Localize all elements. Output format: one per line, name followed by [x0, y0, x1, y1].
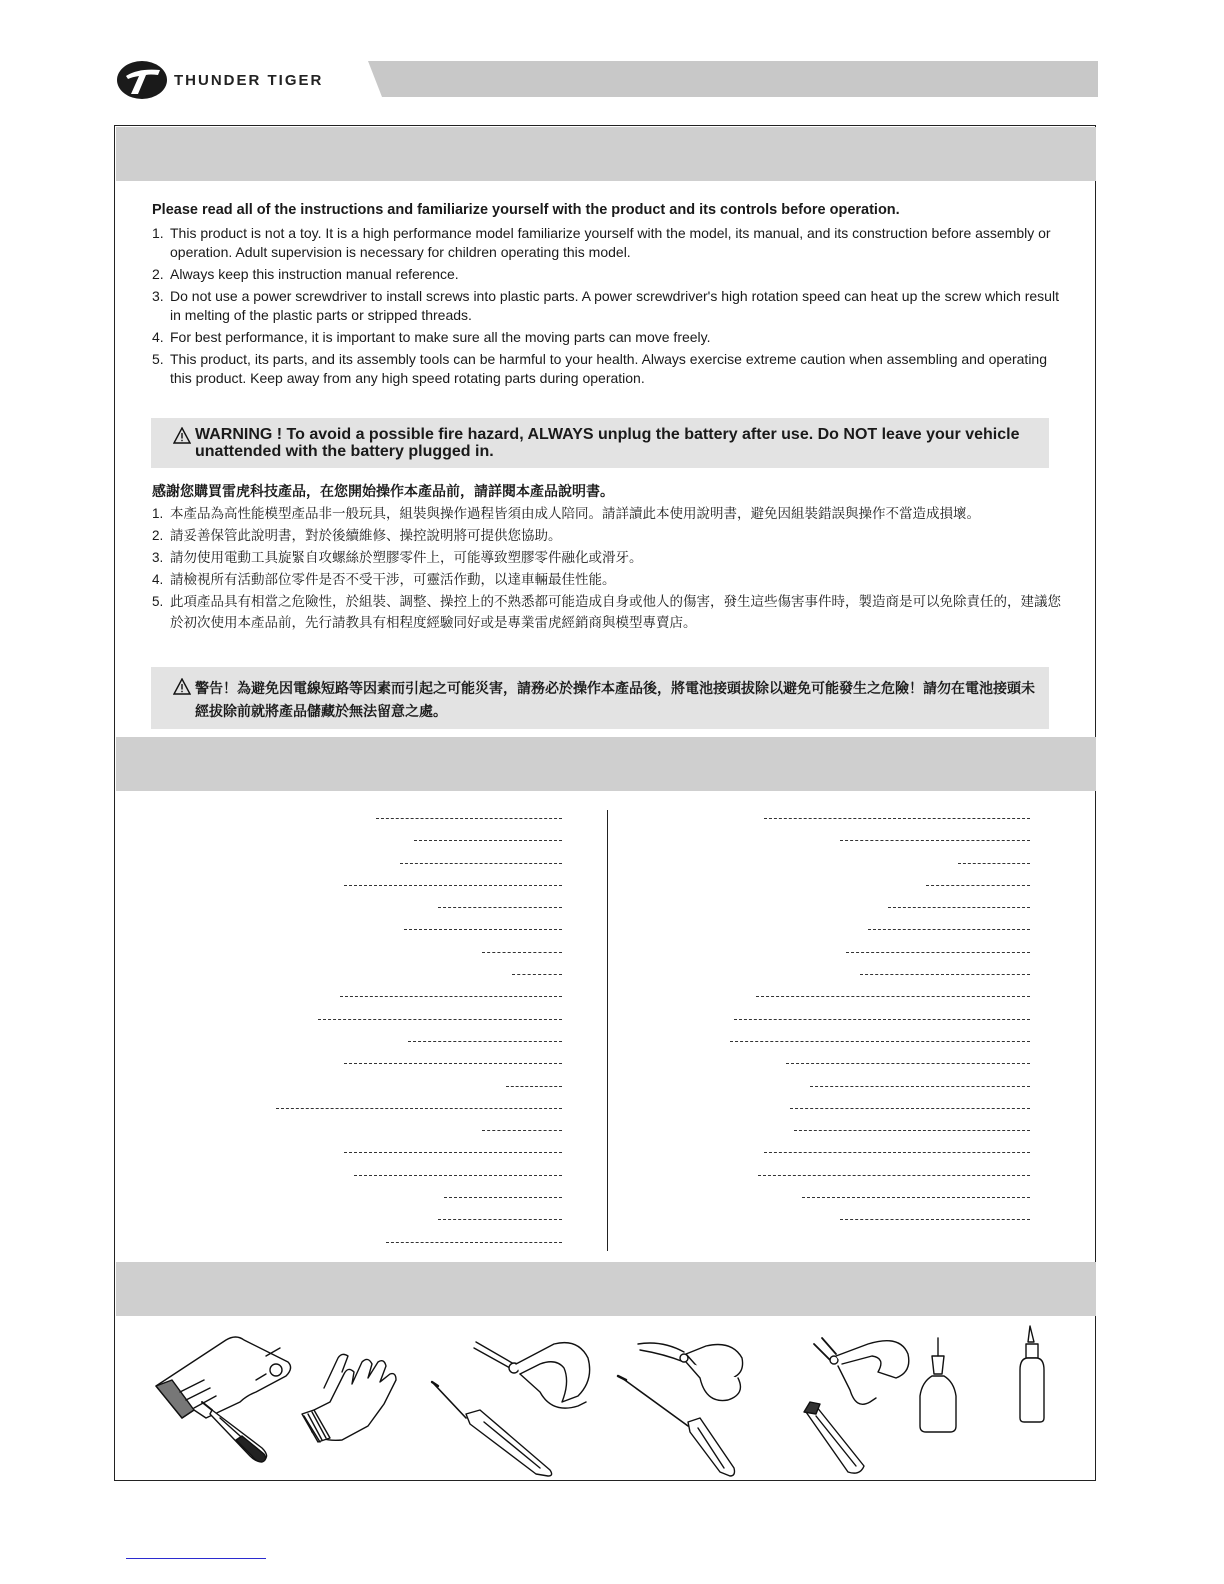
footer-rule	[126, 1558, 266, 1559]
list-item: 4. 請檢視所有活動部位零件是否不受干涉，可靈活作動，以達車輛最佳性能。	[152, 572, 616, 587]
section-header-bar	[116, 1262, 1096, 1316]
list-item: 5. This product, its parts, and its assembly tools can be harmful to your health. Always exercise extreme caution when assembling and operating this product. Keep away from any high speed rotating parts during operation.	[152, 351, 1048, 386]
contents-column-left	[150, 808, 562, 1254]
contents-row	[150, 897, 562, 919]
warning-box-zh	[151, 667, 1049, 729]
contents-row	[150, 1142, 562, 1164]
contents-row	[620, 1187, 1030, 1209]
contents-row	[150, 830, 562, 852]
oil-bottle-icon	[1020, 1326, 1044, 1422]
warning-triangle-icon	[173, 678, 191, 695]
contents-row	[150, 1053, 562, 1075]
brand-name: THUNDER TIGER	[174, 72, 324, 89]
section-header-bar	[116, 737, 1096, 791]
warning-text: WARNING ! To avoid a possible fire hazard, ALWAYS unplug the battery after use. Do NOT leave your vehicle unattended with the battery plugged in.	[195, 426, 1020, 460]
contents-row	[620, 1053, 1030, 1075]
contents-row	[620, 1165, 1030, 1187]
warning-text: 警告！為避免因電線短路等因素而引起之可能災害，請務必於操作本產品後，將電池接頭拔除以避免可能發生之危險！請勿在電池接頭未經拔除前就將產品儲藏於無法留意之處。	[195, 680, 1035, 719]
contents-column-right	[620, 808, 1030, 1232]
contents-row	[620, 830, 1030, 852]
contents-row	[150, 875, 562, 897]
contents-row	[150, 986, 562, 1008]
contents-row	[150, 1031, 562, 1053]
contents-row	[150, 1209, 562, 1231]
tools-illustration	[116, 1318, 1096, 1478]
curved-scissors-icon	[638, 1343, 743, 1401]
contents-row	[620, 1098, 1030, 1120]
contents-row	[620, 1120, 1030, 1142]
contents-row	[150, 964, 562, 986]
contents-row	[150, 1187, 562, 1209]
zh-instruction-list	[152, 503, 1067, 634]
contents-row	[150, 1232, 562, 1254]
grease-tube-icon	[804, 1402, 864, 1473]
list-item: 1. 本產品為高性能模型產品非一般玩具，組裝與操作過程皆須由成人陪同。請詳讀此本使用說明書，避免因組裝錯誤與操作不當造成損壞。	[152, 506, 980, 521]
contents-row	[620, 853, 1030, 875]
intro-text: Please read all of the instructions and familiarize yourself with the product and its controls before operation.	[152, 202, 900, 218]
contents-row	[150, 853, 562, 875]
list-item: 3. 請勿使用電動工具旋緊自攻螺絲於塑膠零件上，可能導致塑膠零件融化或滑牙。	[152, 550, 643, 565]
contents-row	[150, 1076, 562, 1098]
list-item: 5. 此項產品具有相當之危險性，於組裝、調整、操控上的不熟悉都可能造成自身或他人的傷害，發生這些傷害事件時，製造商是可以免除責任的，建議您於初次使用本產品前，先行請教具有相程度經驗同好或是專業雷虎經銷商與模型專賣店。	[152, 594, 1061, 630]
contents-row	[620, 919, 1030, 941]
thunder-tiger-logo-icon	[116, 60, 168, 100]
list-item: 3. Do not use a power screwdriver to install screws into plastic parts. A power screwdriver's high rotation speed can heat up the screw which result in melting of the plastic parts or stripped threads.	[152, 288, 1059, 323]
contents-row	[150, 942, 562, 964]
infrared-thermometer-icon	[156, 1337, 291, 1418]
section-header-bar	[116, 127, 1096, 181]
screwdriver-icon	[432, 1382, 552, 1476]
contents-row	[620, 942, 1030, 964]
warning-box-en	[151, 418, 1049, 468]
list-item: 2. 請妥善保管此說明書，對於後續維修、操控說明將可提供您協助。	[152, 528, 562, 543]
instruction-list	[152, 224, 1060, 391]
contents-row	[620, 986, 1030, 1008]
brand-logo	[112, 58, 362, 104]
contents-row	[620, 808, 1030, 830]
contents-row	[620, 1076, 1030, 1098]
header-band	[368, 61, 1098, 97]
contents-row	[150, 1120, 562, 1142]
contents-row	[150, 1165, 562, 1187]
contents-row	[620, 1209, 1030, 1231]
glue-bottle-icon	[920, 1338, 956, 1432]
contents-row	[150, 1098, 562, 1120]
contents-row	[620, 964, 1030, 986]
contents-row	[150, 808, 562, 830]
warning-triangle-icon	[173, 427, 191, 444]
contents-row	[150, 1009, 562, 1031]
side-cutters-icon	[814, 1338, 909, 1404]
contents-row	[620, 1009, 1030, 1031]
contents-row	[620, 897, 1030, 919]
contents-row	[150, 919, 562, 941]
contents-row	[620, 875, 1030, 897]
zh-intro-text: 感謝您購買雷虎科技產品，在您開始操作本產品前，請詳閱本產品說明書。	[152, 483, 614, 499]
contents-row	[620, 1142, 1030, 1164]
list-item: 4. For best performance, it is important to make sure all the moving parts can move freely.	[152, 329, 711, 345]
contents-divider	[607, 810, 608, 1251]
contents-row	[620, 1031, 1030, 1053]
work-gloves-icon	[302, 1354, 396, 1442]
needle-nose-pliers-icon	[474, 1342, 590, 1408]
list-item: 2. Always keep this instruction manual reference.	[152, 266, 459, 282]
list-item: 1. This product is not a toy. It is a high performance model familiarize yourself with the model, its manual, and its construction before assembly or operation. Adult supervision is necessary for children operating this model.	[152, 225, 1051, 260]
hobby-knife-icon	[202, 1402, 267, 1462]
